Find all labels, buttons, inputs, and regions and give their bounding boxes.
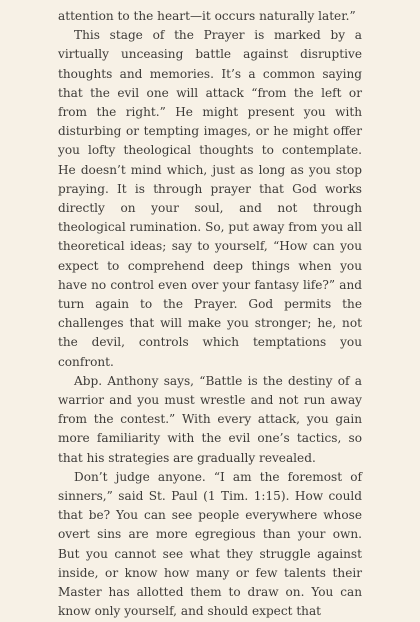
paragraph-battle-against-thoughts: This stage of the Prayer is marked by a virtually unceasing battle against disruptive thoughts and memories. It’s a common saying that the evil one will attack “from the left or from the right.” He might present you with disturbing or tempting images, or he might offer you lofty theological thoughts to contemplate. He doesn’t mind which, just as long as you stop praying. It is through prayer that God works directly on your soul, and not through theological rumination. So, put away from you all theoretical ideas; say to yourself, “How can you expect to comprehend deep things when you have no control even over your fantasy life?” and turn again to the Prayer. God permits the challenges that will make you stronger; he, not the devil, controls which temptations you confront.: [58, 28, 362, 369]
paragraph-abp-anthony-quote: Abp. Anthony says, “Battle is the destiny of a warrior and you must wrestle and not run away from the contest.” With every attack, you gain more familiarity with the evil one’s tactics, so that his strategies are gradually revealed.: [58, 373, 362, 465]
paragraph-continuation: attention to the heart—it occurs naturally later.”: [58, 9, 356, 23]
paragraph-dont-judge: Don’t judge anyone. “I am the foremost of sinners,” said St. Paul (1 Tim. 1:15). How could that be? You can see people everywhere whose overt sins are more egregious than your own. But you cannot see what they struggle against inside, or know how many or few talents their Master has allotted them to draw on. You can know only yourself, and should expect that: [58, 469, 362, 619]
